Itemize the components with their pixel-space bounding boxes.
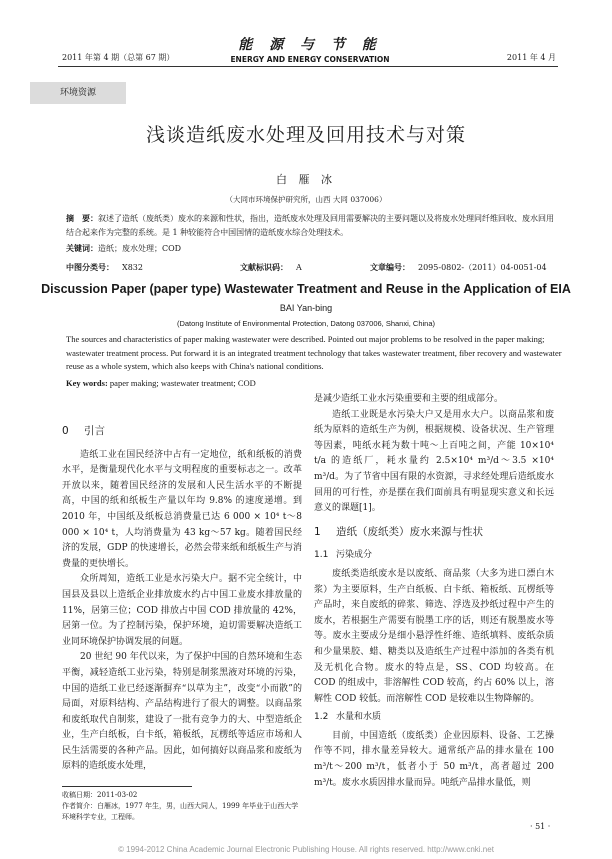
received-date: 收稿日期：2011-03-02 (62, 791, 138, 799)
keywords-en (66, 378, 562, 388)
paragraph: 废纸类造纸废水是以废纸、商品浆（大多为进口漂白木浆）为主要原料，生产白纸板、白卡纸、箱板纸、瓦楞纸等产品时，来自废纸的碎浆、筛选、浮选及抄纸过程中产生的废水，若根据生产需要有脱墨工序的话，则还有脱墨废水等等。废水主要成分是细小悬浮性纤维、造纸填料、废纸杂质和少量果胶、蜡、糖类以及造纸生产过程中添加的各类有机及无机化合物。废水的特点是，SS、COD 均较高。在 COD 的组成中，非溶解性 COD 较高，约占 60% 以上，溶解性 COD 较低。而溶解性 COD 是较难以生物降解的。 (314, 568, 554, 704)
keywords-label-en: Key words: (66, 378, 108, 388)
subsection-title: 污染成分 (336, 550, 373, 561)
paragraph: 20 世纪 90 年代以来，为了保护中国的自然环境和生态平衡，减轻造纸工业污染，特别是制浆黑液对环境的污染，中国的造纸工业已经逐渐摒弃“以草为主”，改变“小而散”的局面，对原料结构、产品结构进行了很大的调整。以商品浆和废纸取代自制浆，建设了一批有竞争力的大、中型造纸企业，生产白纸板，白卡纸，箱板纸，瓦楞纸等适应市场和人民生活需要的各种产品。因此，如何搞好以商品浆和废纸为原料的造纸废水处理， (62, 652, 302, 772)
author-bio: 作者简介：白雁冰，1977 年生，男，山西大同人，1999 年毕业于山西大学环境科学专业，工程师。 (62, 802, 299, 821)
footnote-rule (62, 786, 192, 787)
keywords-label-cn: 关键词： (66, 243, 98, 253)
journal-name-en: ENERGY AND ENERGY CONSERVATION (230, 55, 390, 64)
subsection-number: 1.1 (314, 550, 329, 561)
section-number: 1 (314, 525, 321, 538)
header-rule (58, 66, 558, 67)
paragraph: 造纸工业既是水污染大户又是用水大户。以商品浆和废纸为原料的造纸生产为例，根据规模、设备状况、生产管理等因素，吨纸水耗为数十吨～上百吨之间，产能 10×10⁴ t/a 的造纸厂，耗水量约 2.5×10⁴ m³/d～3.5 ×10⁴ m³/d。为了节省中国有限的水资源，寻求经处理后造纸废水回用的可行性，亦是摆在我们面前具有明显现实意义和长远意义的课题[1]。 (314, 409, 554, 514)
article-id-field (370, 262, 547, 273)
affiliation-cn: （大同市环境保护研究所，山西 大同 037006） (225, 195, 387, 204)
header-issue: 2011 年第 4 期（总第 67 期） (62, 53, 175, 62)
paragraph: 众所周知，造纸工业是水污染大户。据不完全统计，中国县及县以上造纸企业排放废水约占中国工业废水排放量的 11%，居第三位；COD 排放占中国 COD 排放量的 42%，居第一位。为了控制污染，保护环境，迫切需要解决造纸工业同环境保护协调发展的问题。 (62, 574, 302, 647)
clc-label: 中图分类号： (66, 262, 114, 272)
author-en: BAI Yan-bing (279, 303, 333, 313)
section-tag: 环境资源 (30, 82, 126, 104)
section-title: 造纸（废纸类）废水来源与性状 (336, 525, 483, 538)
section-1-2-heading (314, 710, 554, 726)
header-date: 2011 年 4 月 (506, 53, 556, 62)
doc-code-field (240, 262, 370, 273)
body-right-column (314, 392, 554, 791)
page-number: · 51 · (530, 822, 551, 831)
journal-masthead (210, 34, 410, 64)
section-1-heading (314, 525, 554, 541)
paragraph: 造纸工业在国民经济中占有一定地位，纸和纸板的消费水平，是衡量现代化水平与文明程度的重要标志之一。改革开放以来，随着国民经济的发展和人民生活水平的不断提高，中国的纸和纸板生产量以年均 9.8% 的速度递增。到 2010 年，中国纸及纸板总消费量已达 6 000 × 10⁴ t～8 000 × 10⁴ t，人均消费量为 43 kg～57 kg。随着国民经济的发展，GDP 的快速增长，必然会带来纸和纸板生产与消费量的更快增长。 (62, 449, 302, 569)
abstract-label-cn: 摘 要： (66, 213, 98, 223)
paragraph: 是减少造纸工业水污染重要和主要的组成部分。 (314, 394, 504, 404)
doc-code-value: A (296, 263, 302, 272)
keywords-text-cn: 造纸；废水处理；COD (98, 244, 182, 253)
article-id-label: 文章编号： (370, 262, 410, 272)
clc-field (66, 262, 240, 273)
section-number: 0 (62, 425, 69, 437)
title-cn: 浅谈造纸废水处理及回用技术与对策 (145, 124, 466, 146)
subsection-number: 1.2 (314, 712, 329, 723)
copyright-line: © 1994-2012 China Academic Journal Electronic Publishing House. All rights reserved. http://www.cnki.net (118, 845, 494, 854)
paragraph: 目前，中国造纸（废纸类）企业因原料、设备、工艺操作等不同，排水量差异较大。通常纸产品的排水量在 100 m³/t～200 m³/t，低者小于 50 m³/t，高者超过 200 m³/t。废水水质因排水量而异。吨纸产品排水量低，则 (314, 730, 554, 788)
journal-name-cn: 能 源 与 节 能 (238, 37, 382, 53)
section-1-1-heading (314, 548, 554, 564)
abstract-en: The sources and characteristics of paper making wastewater were described. Pointed out major problems to be resolved in the paper making; wastewater treatment process. Put forward it is an integrated treatment technology that takes wastewater treatment, fiber recovery and wastewater reuse as a whole system, which also keeps with China's national conditions. (66, 334, 562, 371)
author-cn: 白 雁 冰 (276, 173, 336, 186)
abstract-cn (66, 211, 558, 240)
keywords-cn (66, 243, 558, 254)
classification-row (66, 262, 558, 273)
article-id-value: 2095-0802-（2011）04-0051-04 (418, 263, 547, 272)
abstract-text-cn: 叙述了造纸（废纸类）废水的来源和性状，指出，造纸废水处理及回用需要解决的主要问题以及将废水处理同纤维回收、废水回用结合起来作为完整的系统。是 1 种较能符合中国国情的造纸废水综合处理技术。 (66, 214, 554, 237)
title-en: Discussion Paper (paper type) Wastewater Treatment and Reuse in the Application of EIA (41, 282, 571, 296)
affiliation-en: (Datong Institute of Environmental Protection, Datong 037006, Shanxi, China) (176, 319, 436, 328)
body-left-column (62, 420, 302, 775)
keywords-text-en: paper making; wastewater treatment; COD (109, 378, 256, 388)
section-title: 引言 (84, 425, 105, 437)
clc-value: X832 (122, 263, 143, 272)
subsection-title: 水量和水质 (336, 712, 382, 723)
doc-code-label: 文献标识码： (240, 262, 288, 272)
section-0-heading (62, 424, 302, 440)
footnote (62, 790, 302, 823)
